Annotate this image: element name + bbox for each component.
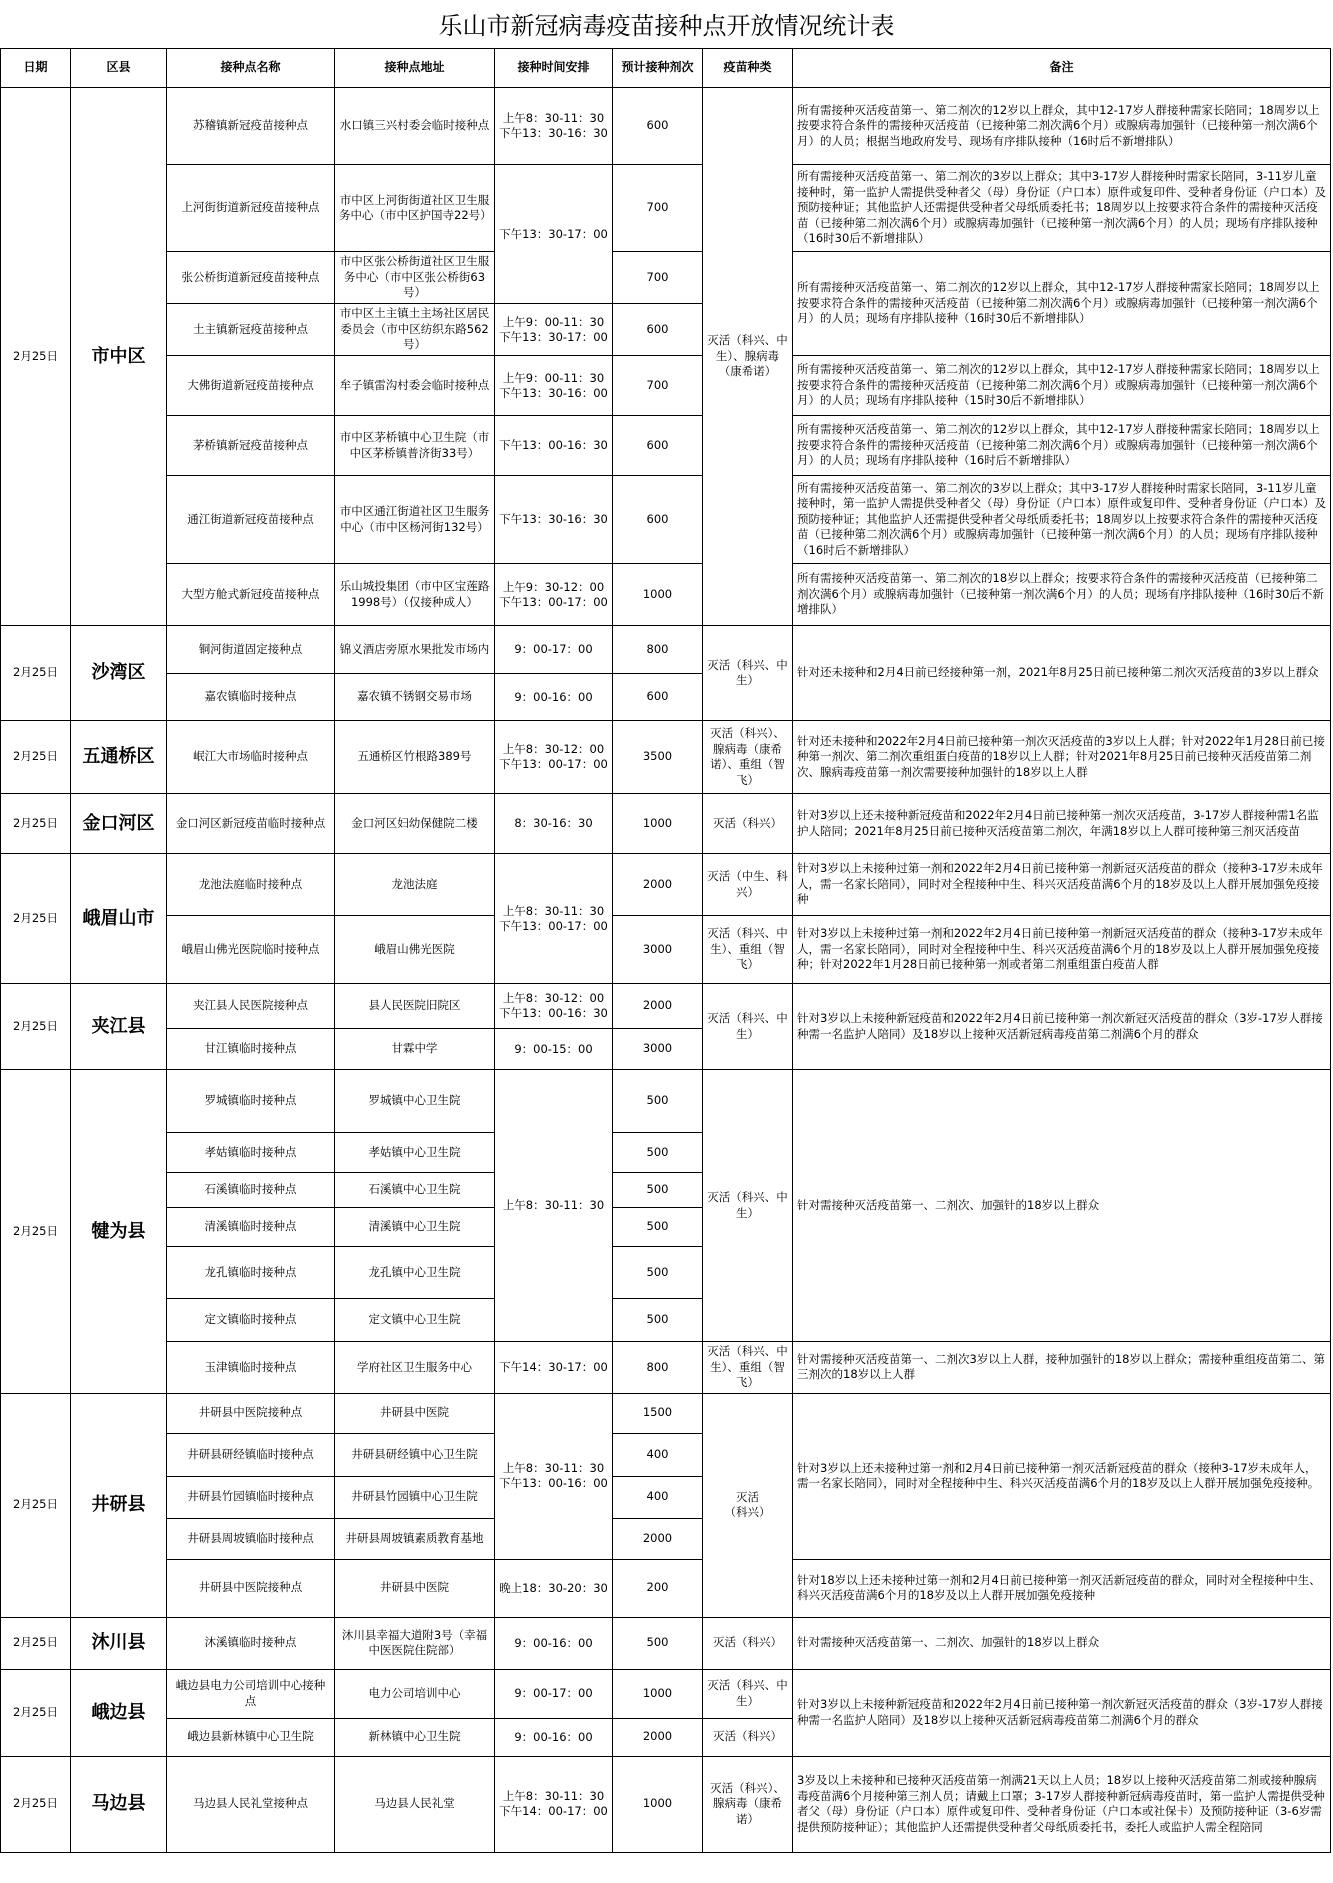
site-address: 市中区茅桥镇中心卫生院（市中区茅桥镇普济街33号）: [335, 416, 495, 476]
vaccine-cell: 灭活（科兴）: [703, 1617, 793, 1669]
doses-cell: 1000: [613, 1669, 703, 1718]
schedule-cell: 9：00-15：00: [495, 1029, 613, 1070]
county-cell: 沐川县: [71, 1617, 167, 1669]
vaccine-cell: 灭活（科兴、中生）: [703, 1669, 793, 1718]
site-name: 孝姑镇临时接种点: [167, 1133, 335, 1173]
doses-cell: 2000: [613, 1718, 703, 1756]
site-name: 峨眉山佛光医院临时接种点: [167, 916, 335, 984]
site-address: 井研县周坡镇素质教育基地: [335, 1518, 495, 1559]
header-notes: 备注: [793, 49, 1331, 88]
note-cell: 针对18岁以上还未接种过第一剂和2月4日前已接种第一剂灭活新冠疫苗的群众，同时对全程接种中生、科兴灭活疫苗满6个月的18岁及以上人群开展加强免疫接种: [793, 1559, 1331, 1617]
note-cell: 针对需接种灭活疫苗第一、二剂次3岁以上人群，接种加强针的18岁以上群众；需接种重组疫苗第二、第三剂次的18岁以上人群: [793, 1342, 1331, 1394]
site-address: 水口镇三兴村委会临时接种点: [335, 88, 495, 165]
schedule-cell: 8：30-16：30: [495, 794, 613, 854]
site-name: 大型方舱式新冠疫苗接种点: [167, 564, 335, 626]
site-address: 龙池法庭: [335, 854, 495, 916]
schedule-text: 上午8：30-12：00 下午13：00-17：00: [499, 742, 608, 771]
table-row: [1, 1756, 1331, 1852]
doses-cell: 3500: [613, 721, 703, 794]
site-name: 龙池法庭临时接种点: [167, 854, 335, 916]
county-cell: 沙湾区: [71, 626, 167, 721]
site-address: 甘霖中学: [335, 1029, 495, 1070]
site-address: 嘉农镇不锈钢交易市场: [335, 674, 495, 721]
header-county: 区县: [71, 49, 167, 88]
note-cell: 针对3岁以上未接种新冠疫苗和2022年2月4日前已接种第一剂次新冠灭活疫苗的群众（3岁-17岁人群接种需一名监护人陪同）及18岁以上接种灭活新冠病毒疫苗第二剂满6个月的群众: [793, 1669, 1331, 1756]
schedule-cell: 下午13：00-16：30: [495, 416, 613, 476]
site-name: 马边县人民礼堂接种点: [167, 1756, 335, 1852]
site-name: 井研县中医院接种点: [167, 1559, 335, 1617]
site-name: 岷江大市场临时接种点: [167, 721, 335, 794]
table-row: [1, 1617, 1331, 1669]
schedule-cell: 9：00-16：00: [495, 674, 613, 721]
schedule-text: 上午8：30-11：30 下午13：00-17：00: [499, 903, 608, 933]
date-cell: 2月25日: [1, 1393, 71, 1617]
doses-cell: 1500: [613, 1393, 703, 1433]
site-address: 县人民医院旧院区: [335, 984, 495, 1029]
doses-cell: 700: [613, 165, 703, 252]
date-cell: 2月25日: [1, 854, 71, 984]
schedule-text: 上午9：30-12：00 下午13：00-17：00: [499, 579, 608, 609]
date-cell: 2月25日: [1, 1669, 71, 1756]
site-address: 电力公司培训中心: [335, 1669, 495, 1718]
schedule-cell: 9：00-16：00: [495, 1617, 613, 1669]
site-name: 甘江镇临时接种点: [167, 1029, 335, 1070]
schedule-text: 上午9：00-11：30 下午13：30-17：00: [499, 314, 608, 344]
note-cell: 针对还未接种和2022年2月4日前已接种第一剂次灭活疫苗的3岁以上人群；针对2022年1月28日前已接种第一剂次、第二剂次重组蛋白疫苗的18岁以上人群；针对2021年8月25日前已接种灭活疫苗第二剂次、腺病毒疫苗第一剂次需要接种加强针的18岁以上人群: [793, 721, 1331, 794]
schedule-cell: [495, 854, 613, 984]
site-name: 通江街道新冠疫苗接种点: [167, 476, 335, 564]
schedule-cell: [495, 304, 613, 356]
site-address: 学府社区卫生服务中心: [335, 1342, 495, 1394]
schedule-cell: [495, 1393, 613, 1559]
doses-cell: 500: [613, 1173, 703, 1208]
schedule-cell: 9：00-17：00: [495, 1669, 613, 1718]
site-name: 井研县竹园镇临时接种点: [167, 1476, 335, 1518]
schedule-cell: [495, 356, 613, 416]
vaccine-cell: 灭活（科兴）、腺病毒（康希诺）、重组（智飞）: [703, 721, 793, 794]
site-address: 新林镇中心卫生院: [335, 1718, 495, 1756]
header-schedule: 接种时间安排: [495, 49, 613, 88]
site-name: 金口河区新冠疫苗临时接种点: [167, 794, 335, 854]
doses-cell: 400: [613, 1433, 703, 1476]
site-address: 五通桥区竹根路389号: [335, 721, 495, 794]
schedule-text: 上午8：30-12：00 下午13：00-16：30: [499, 991, 608, 1020]
table-row: [1, 626, 1331, 674]
schedule-cell: 下午13：30-17：00: [495, 165, 613, 304]
date-cell: 2月25日: [1, 721, 71, 794]
schedule-cell: [495, 984, 613, 1029]
site-address: 清溪镇中心卫生院: [335, 1208, 495, 1247]
site-name: 夹江县人民医院接种点: [167, 984, 335, 1029]
table-row: [1, 916, 1331, 984]
vaccine-cell: 灭活（中生、科兴）: [703, 854, 793, 916]
vaccine-text: 灭活 （科兴）: [724, 1489, 771, 1519]
schedule-cell: [495, 564, 613, 626]
doses-cell: 600: [613, 416, 703, 476]
note-cell: 针对需接种灭活疫苗第一、二剂次、加强针的18岁以上群众: [793, 1070, 1331, 1342]
header-site-name: 接种点名称: [167, 49, 335, 88]
schedule-text: 上午8：30-11：30 下午13：30-16：30: [499, 111, 608, 140]
site-address: 井研县中医院: [335, 1559, 495, 1617]
schedule-cell: 上午8：30-11：30: [495, 1070, 613, 1342]
table-row: [1, 564, 1331, 626]
date-cell: 2月25日: [1, 794, 71, 854]
vaccine-cell: 灭活（科兴、中生）: [703, 626, 793, 721]
doses-cell: 400: [613, 1476, 703, 1518]
county-cell: 峨边县: [71, 1669, 167, 1756]
doses-cell: 600: [613, 674, 703, 721]
schedule-cell: [495, 721, 613, 794]
table-row: [1, 356, 1331, 416]
site-name: 峨边县电力公司培训中心接种点: [167, 1669, 335, 1718]
doses-cell: 600: [613, 88, 703, 165]
site-address: 井研县中医院: [335, 1393, 495, 1433]
date-cell: 2月25日: [1, 88, 71, 626]
vaccine-cell: [703, 1393, 793, 1617]
site-name: 罗城镇临时接种点: [167, 1070, 335, 1133]
county-cell: 马边县: [71, 1756, 167, 1852]
site-name: 定文镇临时接种点: [167, 1299, 335, 1342]
site-address: 井研县研经镇中心卫生院: [335, 1433, 495, 1476]
date-cell: 2月25日: [1, 984, 71, 1070]
doses-cell: 500: [613, 1133, 703, 1173]
table-row: [1, 1669, 1331, 1718]
doses-cell: 1000: [613, 1756, 703, 1852]
vaccine-cell: 灭活（科兴、中生）: [703, 984, 793, 1070]
site-address: 市中区张公桥街道社区卫生服务中心（市中区张公桥街63号）: [335, 252, 495, 304]
note-cell: 针对3岁以上还未接种过第一剂和2月4日前已接种第一剂灭活新冠疫苗的群众（接种3-17岁未成年人，需一名家长陪同），同时对全程接种中生、科兴灭活疫苗满6个月的18岁及以上人群开展加强免疫接种。: [793, 1393, 1331, 1559]
doses-cell: 2000: [613, 854, 703, 916]
vaccine-cell: 灭活（科兴）: [703, 794, 793, 854]
table-row: [1, 1342, 1331, 1394]
doses-cell: 800: [613, 1342, 703, 1394]
date-cell: 2月25日: [1, 1070, 71, 1394]
site-address: 井研县竹园镇中心卫生院: [335, 1476, 495, 1518]
site-name: 茅桥镇新冠疫苗接种点: [167, 416, 335, 476]
vaccine-cell: 灭活（科兴、中生）、腺病毒（康希诺）: [703, 88, 793, 626]
site-name: 峨边县新林镇中心卫生院: [167, 1718, 335, 1756]
site-address: 罗城镇中心卫生院: [335, 1070, 495, 1133]
date-cell: 2月25日: [1, 626, 71, 721]
page-title: 乐山市新冠病毒疫苗接种点开放情况统计表: [438, 12, 895, 40]
table-row: [1, 1559, 1331, 1617]
doses-cell: 500: [613, 1617, 703, 1669]
table-row: [1, 1393, 1331, 1433]
schedule-cell: [495, 88, 613, 165]
site-name: 井研县研经镇临时接种点: [167, 1433, 335, 1476]
schedule-cell: [495, 1756, 613, 1852]
doses-cell: 1000: [613, 564, 703, 626]
doses-cell: 500: [613, 1070, 703, 1133]
vaccine-cell: 灭活（科兴）、腺病毒（康希诺）: [703, 1756, 793, 1852]
table-row: [1, 1070, 1331, 1133]
site-name: 玉津镇临时接种点: [167, 1342, 335, 1394]
site-name: 土主镇新冠疫苗接种点: [167, 304, 335, 356]
header-row: [1, 49, 1331, 88]
site-address: 市中区通江街道社区卫生服务中心（市中区杨河街132号）: [335, 476, 495, 564]
county-cell: 夹江县: [71, 984, 167, 1070]
schedule-text: 上午8：30-11：30 下午14：00-17：00: [499, 1789, 608, 1818]
note-cell: 所有需接种灭活疫苗第一、第二剂次的12岁以上群众，其中12-17岁人群接种需家长陪同；18周岁以上按要求符合条件的需接种灭活疫苗（已接种第二剂次满6个月）或腺病毒加强针（已接种第一剂次满6个月）的人员；现场有序排队接种（16时后不新增排队）: [793, 416, 1331, 476]
doses-cell: 700: [613, 356, 703, 416]
note-cell: 所有需接种灭活疫苗第一、第二剂次的12岁以上群众，其中12-17岁人群接种需家长陪同；18周岁以上按要求符合条件的需接种灭活疫苗（已接种第二剂次满6个月）或腺病毒加强针（已接种第一剂次满6个月）的人员；现场有序排队接种（15时30后不新增排队）: [793, 356, 1331, 416]
site-name: 石溪镇临时接种点: [167, 1173, 335, 1208]
date-cell: 2月25日: [1, 1756, 71, 1852]
schedule-cell: 9：00-17：00: [495, 626, 613, 674]
doses-cell: 600: [613, 304, 703, 356]
site-address: 定文镇中心卫生院: [335, 1299, 495, 1342]
note-cell: 针对需接种灭活疫苗第一、二剂次、加强针的18岁以上群众: [793, 1617, 1331, 1669]
county-cell: 金口河区: [71, 794, 167, 854]
county-cell: 市中区: [71, 88, 167, 626]
county-cell: 五通桥区: [71, 721, 167, 794]
note-cell: 针对3岁以上未接种过第一剂和2022年2月4日前已接种第一剂新冠灭活疫苗的群众（接种3-17岁未成年人，需一名家长陪同），同时对全程接种中生、科兴灭活疫苗满6个月的18岁及以上人群开展加强免疫接种: [793, 854, 1331, 916]
schedule-cell: 下午14：30-17：00: [495, 1342, 613, 1394]
table-row: [1, 165, 1331, 252]
site-name: 苏稽镇新冠疫苗接种点: [167, 88, 335, 165]
doses-cell: 3000: [613, 916, 703, 984]
header-date: 日期: [1, 49, 71, 88]
vaccine-cell: 灭活（科兴、中生）: [703, 1070, 793, 1342]
site-name: 上河街街道新冠疫苗接种点: [167, 165, 335, 252]
site-name: 井研县周坡镇临时接种点: [167, 1518, 335, 1559]
vaccine-cell: 灭活（科兴）: [703, 1718, 793, 1756]
note-cell: 针对3岁以上未接种过第一剂和2022年2月4日前已接种第一剂新冠灭活疫苗的群众（接种3-17岁未成年人，需一名家长陪同），同时对全程接种中生、科兴灭活疫苗满6个月的18岁及以上人群开展加强免疫接种；针对2022年1月28日前已接种第一剂或者第二剂重组蛋白疫苗人群: [793, 916, 1331, 984]
schedule-cell: 晚上18：30-20：30: [495, 1559, 613, 1617]
site-address: 石溪镇中心卫生院: [335, 1173, 495, 1208]
schedule-cell: 9：00-16：00: [495, 1718, 613, 1756]
doses-cell: 500: [613, 1208, 703, 1247]
doses-cell: 1000: [613, 794, 703, 854]
table-row: [1, 476, 1331, 564]
county-cell: 井研县: [71, 1393, 167, 1617]
table-row: [1, 88, 1331, 165]
doses-cell: 2000: [613, 1518, 703, 1559]
site-address: 金口河区妇幼保健院二楼: [335, 794, 495, 854]
site-name: 沐溪镇临时接种点: [167, 1617, 335, 1669]
note-cell: 所有需接种灭活疫苗第一、第二剂次的3岁以上群众；其中3-17岁人群接种时需家长陪同，3-11岁儿童接种时，第一监护人需提供受种者父（母）身份证（户口本）原件或复印件、受种者身份证（户口本）及预防接种证；其他监护人还需提供受种者父母纸质委托书；18周岁以上按要求符合条件的需接种灭活疫苗（已接种第二剂次满6个月）或腺病毒加强针（已接种第一剂次满6个月）的人员；现场有序排队接种（16时后不新增排队）: [793, 476, 1331, 564]
doses-cell: 500: [613, 1247, 703, 1299]
schedule-text: 上午9：00-11：30 下午13：30-16：00: [499, 370, 608, 400]
site-name: 大佛街道新冠疫苗接种点: [167, 356, 335, 416]
doses-cell: 600: [613, 476, 703, 564]
site-name: 张公桥街道新冠疫苗接种点: [167, 252, 335, 304]
site-name: 嘉农镇临时接种点: [167, 674, 335, 721]
header-doses: 预计接种剂次: [613, 49, 703, 88]
site-address: 市中区上河街街道社区卫生服务中心（市中区护国寺22号）: [335, 165, 495, 252]
doses-cell: 700: [613, 252, 703, 304]
doses-cell: 200: [613, 1559, 703, 1617]
site-address: 峨眉山佛光医院: [335, 916, 495, 984]
note-cell: 针对3岁以上还未接种新冠疫苗和2022年2月4日前已接种第一剂次灭活疫苗，3-17岁人群接种需1名监护人陪同；2021年8月25日前已接种灭活疫苗第二剂次，年满18岁以上人群可接种第三剂灭活疫苗: [793, 794, 1331, 854]
note-cell: 所有需接种灭活疫苗第一、第二剂次的12岁以上群众，其中12-17岁人群接种需家长陪同；18周岁以上按要求符合条件的需接种灭活疫苗（已接种第二剂次满6个月）或腺病毒加强针（已接种第一剂次满6个月）的人员；根据当地政府发号、现场有序排队接种（16时后不新增排队）: [793, 88, 1331, 165]
schedule-cell: 下午13：30-16：30: [495, 476, 613, 564]
note-cell: 3岁及以上未接种和已接种灭活疫苗第一剂满21天以上人员；18岁以上接种灭活疫苗第二剂或接种腺病毒疫苗满6个月接种第三剂人员；请戴上口罩；3-17岁人群接种新冠病毒疫苗时，第一监护人需提供受种者父（母）身份证（户口本）原件或复印件、受种者身份证（户口本或社保卡）及预防接种证（3-6岁需提供预防接种证）；其他监护人还需提供受种者父母纸质委托书，委托人或监护人需全程陪同: [793, 1756, 1331, 1852]
table-row: [1, 252, 1331, 304]
vaccine-cell: 灭活（科兴、中生）、重组（智飞）: [703, 1342, 793, 1394]
doses-cell: 2000: [613, 984, 703, 1029]
table-row: [1, 721, 1331, 794]
note-cell: 所有需接种灭活疫苗第一、第二剂次的12岁以上群众，其中12-17岁人群接种需家长陪同；18周岁以上按要求符合条件的需接种灭活疫苗（已接种第二剂次满6个月）或腺病毒加强针（已接种第一剂次满6个月）的人员；现场有序排队接种（16时30后不新增排队）: [793, 252, 1331, 356]
site-address: 市中区土主镇土主场社区居民委员会（市中区纺织东路562号）: [335, 304, 495, 356]
site-name: 清溪镇临时接种点: [167, 1208, 335, 1247]
doses-cell: 800: [613, 626, 703, 674]
note-cell: 针对还未接种和2月4日前已经接种第一剂，2021年8月25日前已接种第二剂次灭活疫苗的3岁以上群众: [793, 626, 1331, 721]
site-address: 锦义酒店旁原水果批发市场内: [335, 626, 495, 674]
vaccine-cell: 灭活（科兴、中生）、重组（智飞）: [703, 916, 793, 984]
table-row: [1, 984, 1331, 1029]
header-site-address: 接种点地址: [335, 49, 495, 88]
site-name: 铜河街道固定接种点: [167, 626, 335, 674]
site-address: 牟子镇雷沟村委会临时接种点: [335, 356, 495, 416]
schedule-text: 上午8：30-11：30 下午13：00-16：00: [499, 1461, 608, 1490]
site-address: 乐山城投集团（市中区宝莲路1998号）（仅接种成人）: [335, 564, 495, 626]
table-row: [1, 416, 1331, 476]
table-row: [1, 854, 1331, 916]
site-name: 井研县中医院接种点: [167, 1393, 335, 1433]
note-cell: 所有需接种灭活疫苗第一、第二剂次的18岁以上群众；按要求符合条件的需接种灭活疫苗（已接种第二剂次满6个月）或腺病毒加强针（已接种第一剂次满6个月）的人员；现场有序排队接种（16时30后不新增排队）: [793, 564, 1331, 626]
site-address: 沐川县幸福大道附3号（幸福中医医院住院部）: [335, 1617, 495, 1669]
vaccination-table: [0, 48, 1331, 1853]
site-name: 龙孔镇临时接种点: [167, 1247, 335, 1299]
note-cell: 针对3岁以上未接种新冠疫苗和2022年2月4日前已接种第一剂次新冠灭活疫苗的群众（3岁-17岁人群接种需一名监护人陪同）及18岁以上接种灭活新冠病毒疫苗第二剂满6个月的群众: [793, 984, 1331, 1070]
site-address: 马边县人民礼堂: [335, 1756, 495, 1852]
site-address: 孝姑镇中心卫生院: [335, 1133, 495, 1173]
date-cell: 2月25日: [1, 1617, 71, 1669]
doses-cell: 500: [613, 1299, 703, 1342]
note-cell: 所有需接种灭活疫苗第一、第二剂次的3岁以上群众；其中3-17岁人群接种时需家长陪同，3-11岁儿童接种时，第一监护人需提供受种者父（母）身份证（户口本）原件或复印件、受种者身份证（户口本）及预防接种证；其他监护人还需提供受种者父母纸质委托书；18周岁以上按要求符合条件的需接种灭活疫苗（已接种第二剂次满6个月）或腺病毒加强针（已接种第一剂次满6个月）的人员；现场有序排队接种（16时30后不新增排队）: [793, 165, 1331, 252]
county-cell: 峨眉山市: [71, 854, 167, 984]
county-cell: 犍为县: [71, 1070, 167, 1394]
header-vaccine: 疫苗种类: [703, 49, 793, 88]
site-address: 龙孔镇中心卫生院: [335, 1247, 495, 1299]
doses-cell: 3000: [613, 1029, 703, 1070]
table-row: [1, 794, 1331, 854]
